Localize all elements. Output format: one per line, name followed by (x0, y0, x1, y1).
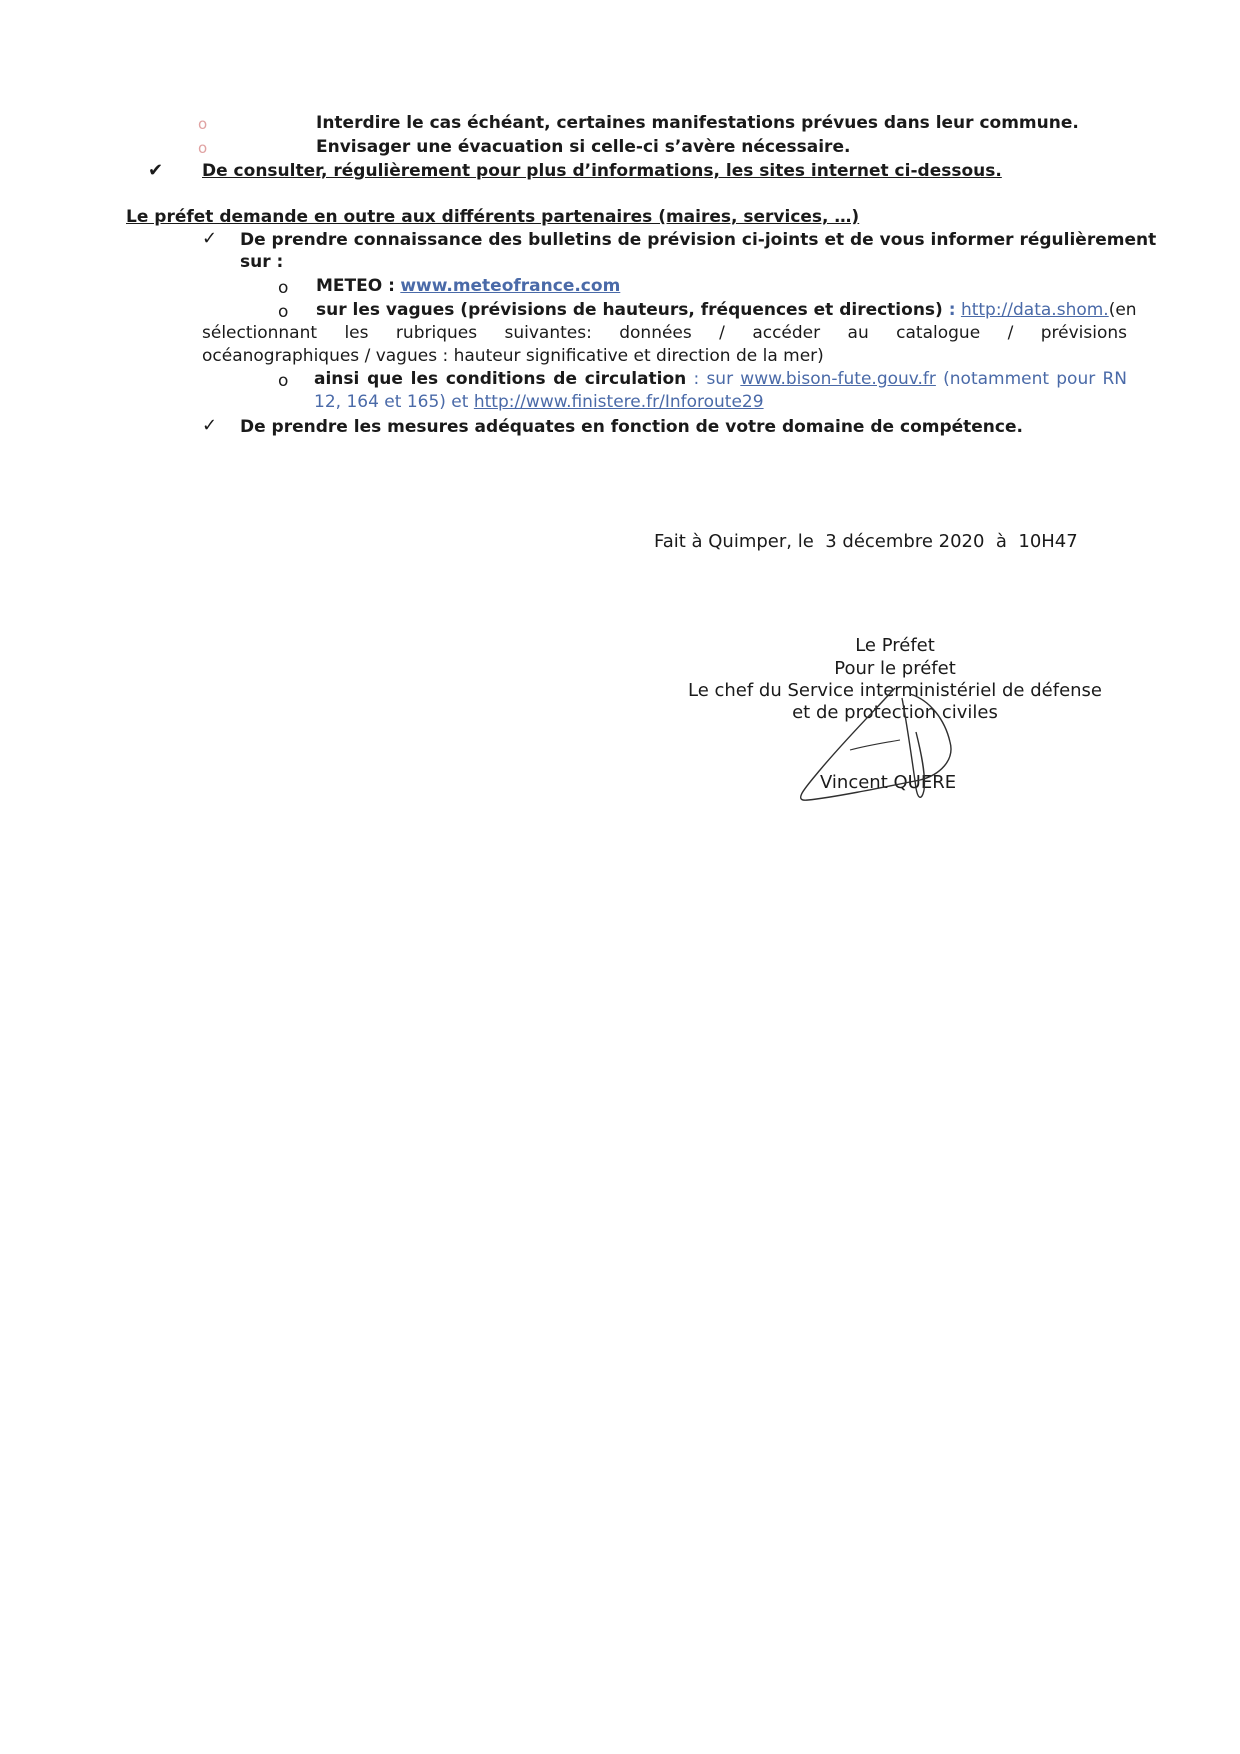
signature-title: Le Préfet (855, 635, 935, 656)
circulation-colon: : (686, 369, 700, 389)
check-item-bulletins: De prendre connaissance des bulletins de prévision ci-joints et de vous informer régulièrement (240, 230, 1157, 250)
vagues-line-2: sélectionnant les rubriques suivantes: données / accéder au catalogue / prévisions (202, 323, 1127, 343)
sub-bullet: o (278, 302, 289, 322)
finistere-link[interactable]: http://www.finistere.fr/Inforoute29 (473, 392, 764, 412)
vagues-label: sur les vagues (prévisions de hauteurs, fréquences et directions) (316, 300, 943, 320)
signature-service: Le chef du Service interministériel de défense (687, 680, 1103, 701)
circulation-line-2 (314, 391, 764, 414)
vagues-colon: : (942, 300, 956, 320)
data-shom-link[interactable]: http://data.shom. (960, 300, 1109, 320)
date-line: Fait à Quimper, le 3 décembre 2020 à 10H47 (654, 531, 1078, 552)
sub-bullet: o (278, 278, 289, 298)
list-item: Interdire le cas échéant, certaines manifestations prévues dans leur commune. (316, 113, 1079, 133)
signature-service-2: et de protection civiles (792, 702, 998, 723)
circulation-label: ainsi que les conditions de circulation (314, 369, 687, 389)
signature-subtitle: Pour le préfet (834, 658, 956, 679)
list-item: Envisager une évacuation si celle-ci s’avère nécessaire. (316, 137, 851, 157)
bison-fute-link[interactable]: www.bison-fute.gouv.fr (740, 369, 936, 389)
meteofrance-link[interactable]: www.meteofrance.com (400, 276, 621, 296)
list-bullet: o (198, 115, 208, 133)
signature-stroke (850, 740, 900, 750)
circulation-after-link: (notamment pour RN (935, 369, 1127, 389)
meteo-label: METEO : (316, 276, 395, 296)
check-mark-icon: ✓ (202, 415, 218, 436)
consult-sites-item: De consulter, régulièrement pour plus d’informations, les sites internet ci-dessous. (202, 161, 1002, 181)
check-item-mesures: De prendre les mesures adéquates en fonction de votre domaine de compétence. (240, 417, 1023, 437)
meteo-line (316, 275, 620, 298)
vagues-after-link: (en (1108, 300, 1137, 320)
circulation-sur: sur (699, 369, 741, 389)
check-mark-icon: ✔ (148, 160, 164, 181)
partners-heading: Le préfet demande en outre aux différents partenaires (maires, services, …) (126, 207, 860, 227)
vagues-line (316, 299, 1137, 322)
circulation-line (314, 368, 1127, 391)
signatory-name: Vincent QUERE (820, 772, 957, 793)
circulation-line2-text: 12, 164 et 165) et (314, 392, 474, 412)
check-mark-icon: ✓ (202, 228, 218, 249)
check-item-bulletins-cont: sur : (240, 252, 284, 272)
list-bullet: o (198, 139, 208, 157)
handwritten-signature (790, 680, 980, 810)
vagues-line-3: océanographiques / vagues : hauteur significative et direction de la mer) (202, 346, 824, 366)
sub-bullet: o (278, 371, 289, 391)
